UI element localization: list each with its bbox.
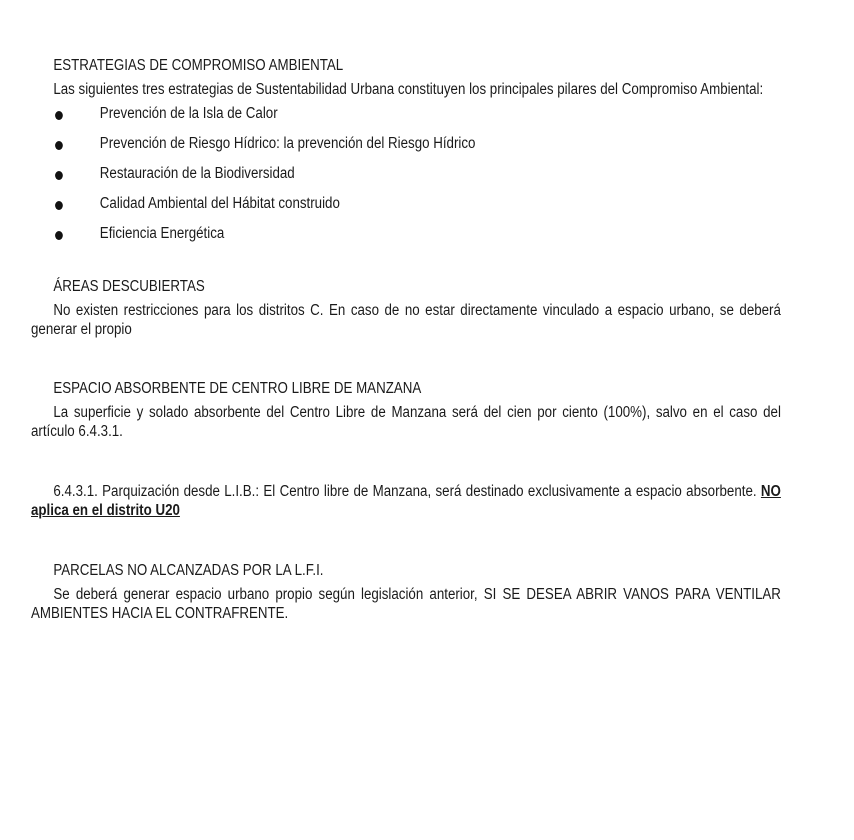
bullet-icon [55, 201, 63, 210]
bullet-icon [55, 231, 63, 240]
list-item [31, 134, 781, 164]
bullet-icon [55, 171, 63, 180]
section-estrategias [31, 56, 781, 254]
section-parquizacion [31, 482, 781, 520]
article-paragraph [31, 482, 781, 520]
bullet-icon [55, 141, 63, 150]
list-item [31, 164, 781, 194]
section-areas-descubiertas [31, 277, 781, 339]
list-item-text: Restauración de la Biodiversidad [99, 165, 295, 182]
section-paragraph: Se deberá generar espacio urbano propio según legislación anterior, SI SE DESEA ABRIR VANOS PARA VENTILAR AMBIENTES HACIA EL CONTRAFRENTE. [31, 586, 781, 622]
list-item-text: Prevención de la Isla de Calor [99, 105, 278, 122]
section-parcelas [31, 561, 781, 623]
bullet-list [31, 104, 781, 254]
list-item-text: Prevención de Riesgo Hídrico: la prevención del Riesgo Hídrico [99, 135, 476, 152]
section-title: ESPACIO ABSORBENTE DE CENTRO LIBRE DE MANZANA [53, 380, 422, 397]
emphasis-note: NO aplica en el distrito U20 [31, 483, 781, 519]
list-item [31, 224, 781, 254]
list-item [31, 104, 781, 134]
list-item [31, 194, 781, 224]
article-text: 6.4.3.1. Parquización desde L.I.B.: El Centro libre de Manzana, será destinado exclusivamente a espacio absorbente. [53, 483, 761, 500]
bullet-icon [55, 111, 63, 120]
section-title: ÁREAS DESCUBIERTAS [53, 278, 205, 295]
section-paragraph: No existen restricciones para los distritos C. En caso de no estar directamente vinculado a espacio urbano, se deberá generar el propio [31, 302, 781, 338]
section-paragraph: Las siguientes tres estrategias de Sustentabilidad Urbana constituyen los principales pilares del Compromiso Ambiental: [53, 81, 764, 98]
list-item-text: Calidad Ambiental del Hábitat construido [99, 195, 340, 212]
list-item-text: Eficiencia Energética [99, 225, 225, 242]
section-title: PARCELAS NO ALCANZADAS POR LA L.F.I. [53, 562, 324, 579]
section-espacio-absorbente [31, 379, 781, 441]
document-page [31, 56, 781, 623]
section-paragraph: La superficie y solado absorbente del Centro Libre de Manzana será del cien por ciento (100%), salvo en el caso del artículo 6.4.3.1. [31, 404, 781, 440]
section-title: ESTRATEGIAS DE COMPROMISO AMBIENTAL [53, 57, 344, 74]
